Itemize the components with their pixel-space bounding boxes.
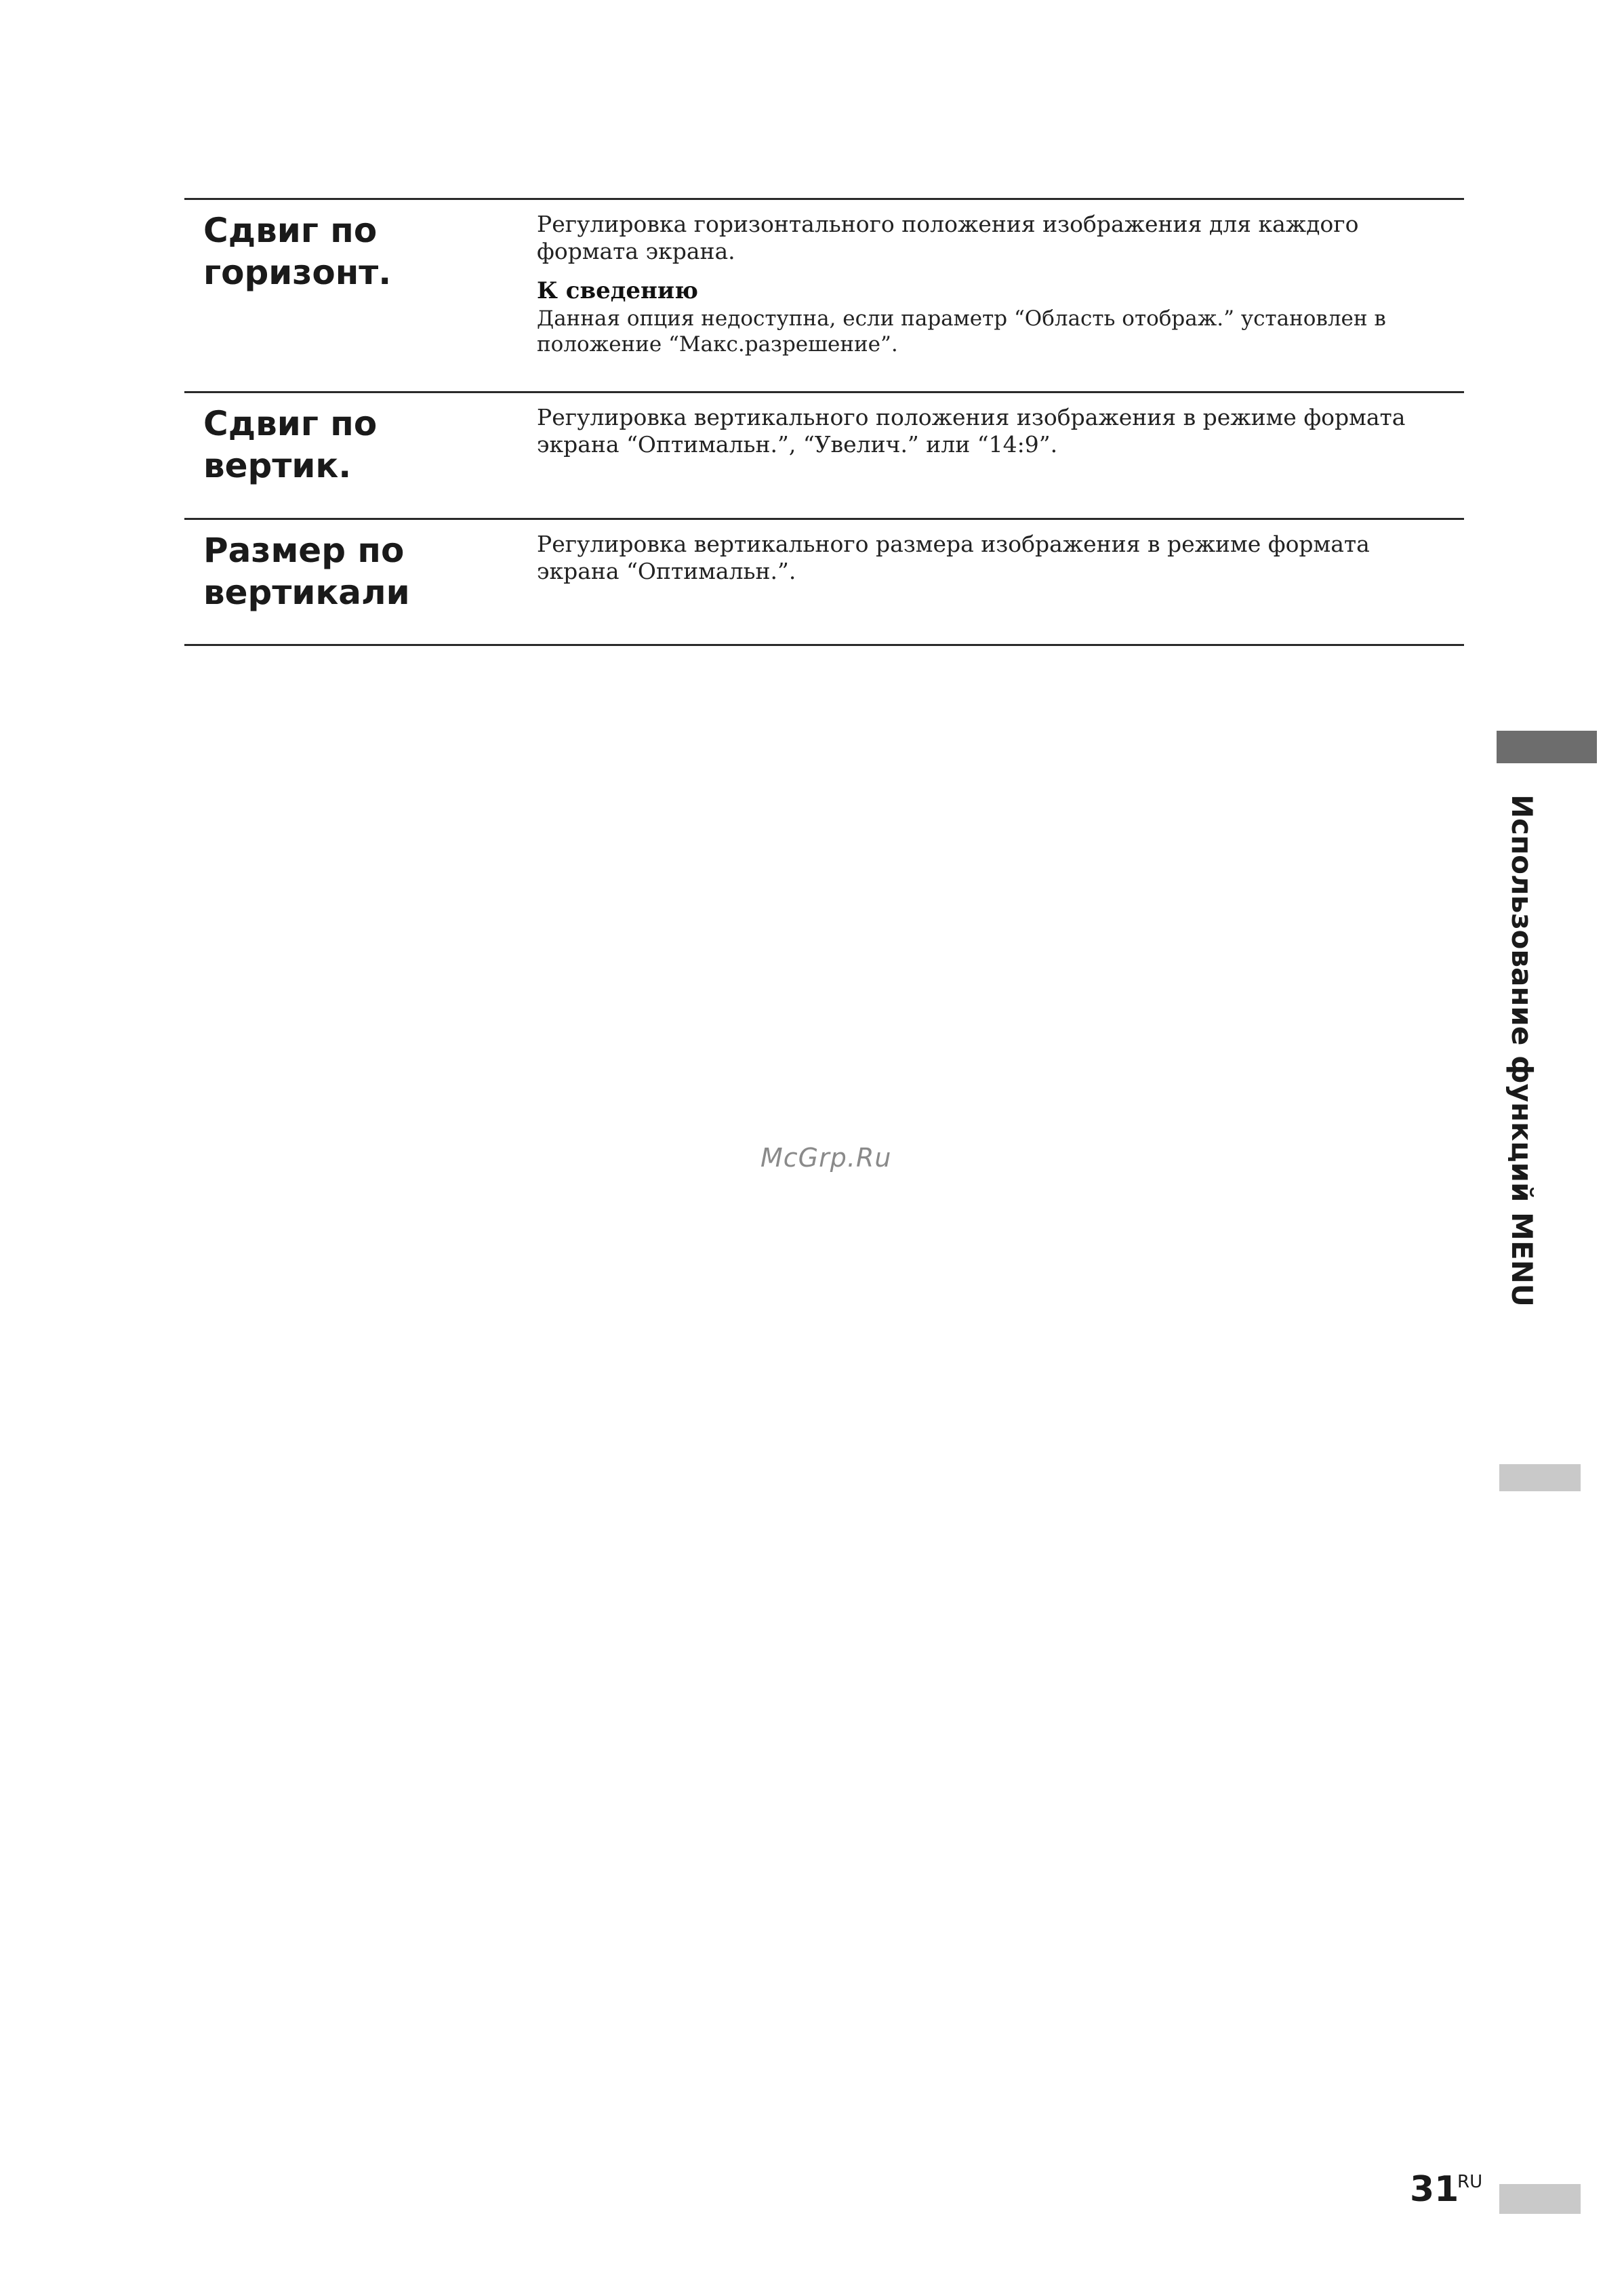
scan-artifact [1499, 1464, 1581, 1491]
table-row [184, 520, 1464, 644]
side-tab-label: Использование функций MENU [1505, 794, 1539, 1307]
term-horizontal-shift: Сдвиг по горизонт. [203, 211, 392, 292]
description-text: Регулировка вертикального размера изображения в режиме формата экрана “Оптимальн.”. [537, 531, 1370, 584]
description-horizontal-shift [537, 200, 1464, 391]
note-title: К сведению [537, 277, 698, 304]
scan-artifact [1499, 2184, 1581, 2214]
watermark: McGrp.Ru [760, 1143, 892, 1173]
side-tab-marker [1497, 731, 1597, 763]
description-text: Регулировка вертикального положения изображения в режиме формата экрана “Оптимальн.”, “Увелич.” или “14:9”. [537, 404, 1406, 458]
table-row [184, 200, 1464, 391]
table-row [184, 393, 1464, 518]
description-vertical-size [537, 520, 1464, 644]
description-vertical-shift [537, 393, 1464, 518]
settings-table [184, 198, 1464, 646]
page-language: RU [1457, 2172, 1483, 2192]
note-text: Данная опция недоступна, если параметр “Область отображ.” установлен в положение “Макс.разрешение”. [537, 306, 1386, 357]
term-vertical-shift: Сдвиг по вертик. [203, 404, 378, 485]
page-number: 31 [1410, 2169, 1459, 2210]
table-bottom-rule [184, 644, 1464, 646]
description-text: Регулировка горизонтального положения изображения для каждого формата экрана. [537, 211, 1359, 264]
term-vertical-size: Размер по вертикали [203, 531, 410, 612]
